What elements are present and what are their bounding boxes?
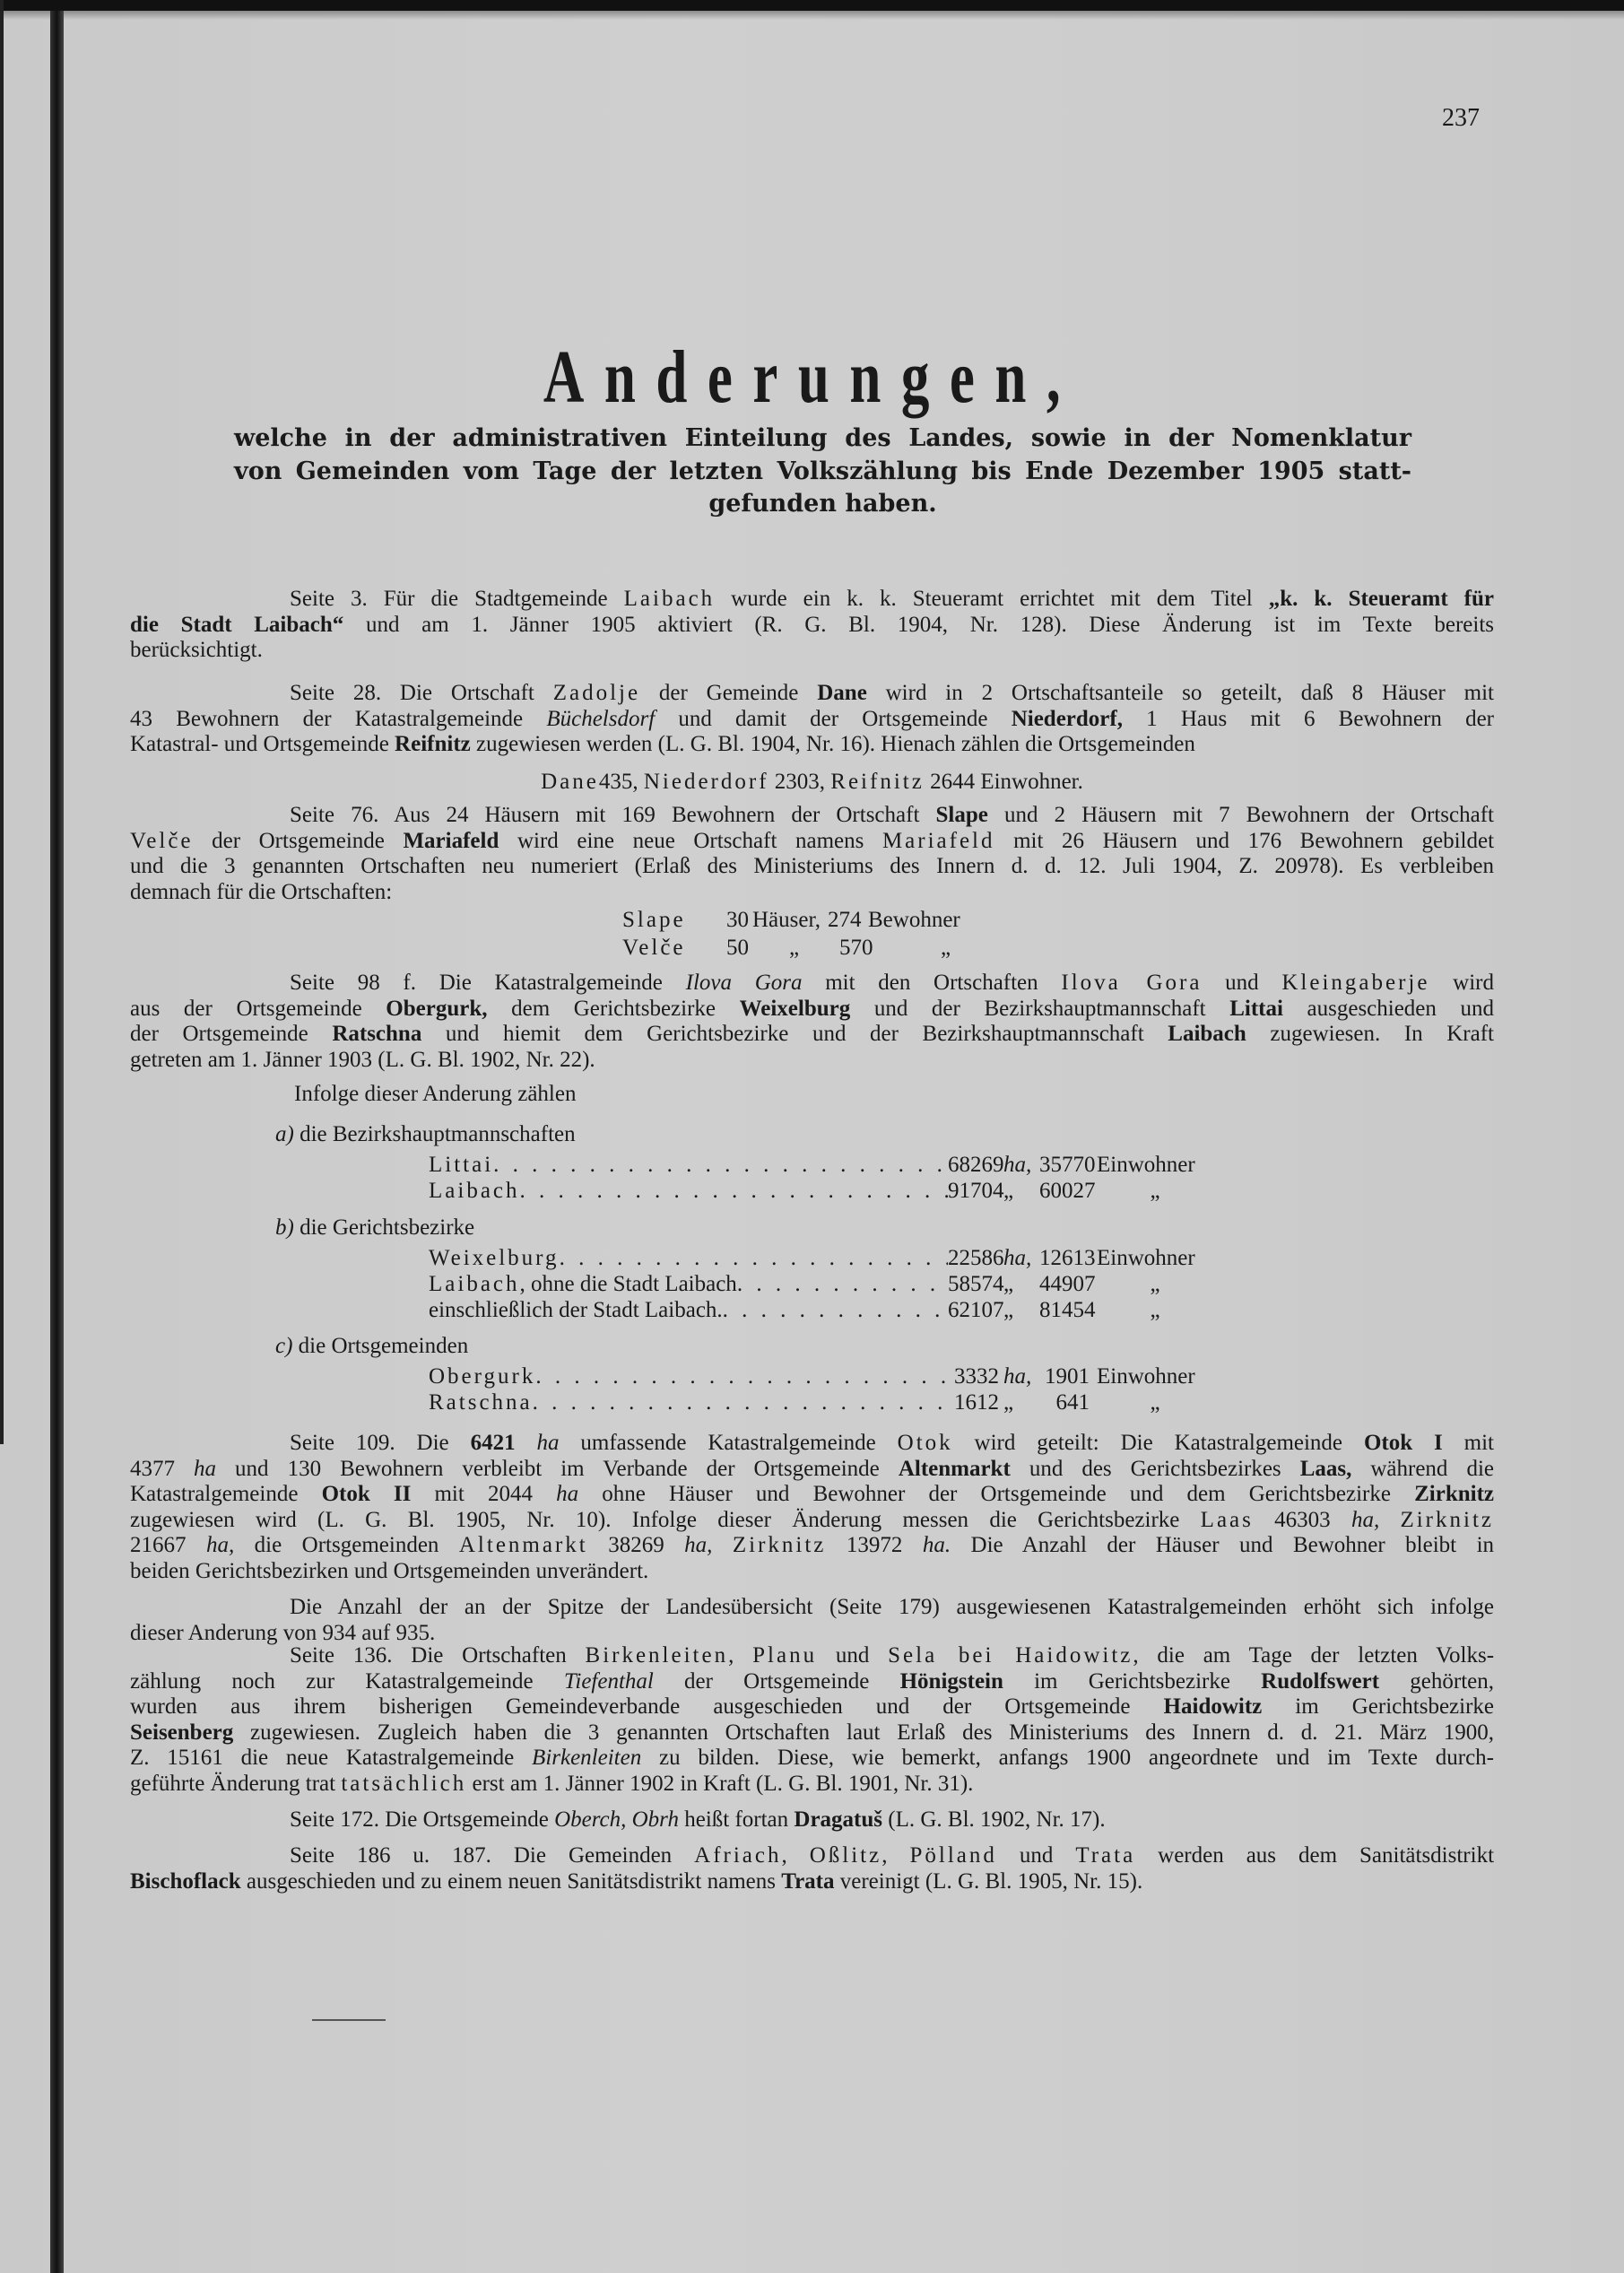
text-run: Seite 186 u. 187. Die Gemeinden — [290, 1843, 695, 1868]
text-run: werden aus dem Sanitätsdistrikt — [1135, 1843, 1495, 1868]
spaced-text: Kleingaberje — [1281, 971, 1430, 995]
text-run: berücksichtigt. — [130, 638, 263, 662]
spaced-text: Planu — [752, 1643, 818, 1668]
scan-left-edge — [0, 0, 4, 1444]
text-run: getreten am 1. Jänner 1903 (L. G. Bl. 1902, Nr. 22). — [130, 1047, 595, 1072]
list-heading — [294, 1082, 576, 1108]
italic-text: Birkenleiten — [532, 1746, 642, 1770]
text-run: mit 26 Häusern und 176 Bewohnern gebildet — [994, 828, 1495, 853]
text-run: der Ortsgemeinde — [130, 1022, 333, 1046]
text-run: Seite 98 f. Die Katastralgemeinde — [290, 971, 686, 995]
text-run: Infolge dieser Anderung zählen — [294, 1082, 577, 1106]
spaced-text: Altenmarkt — [458, 1533, 588, 1557]
area-value: 3332 — [954, 1364, 999, 1389]
text-run: wird — [1429, 971, 1495, 995]
locality-row — [622, 936, 1160, 961]
area-value: 58574 — [948, 1272, 1004, 1296]
scan-top-border — [0, 0, 1624, 11]
italic-text: Tiefenthal — [563, 1668, 654, 1694]
row-name — [429, 1298, 948, 1323]
text-run: demnach für die Ortschaften: — [130, 879, 393, 904]
text-run: , — [728, 1643, 753, 1668]
bold-text: Haidowitz — [1163, 1694, 1263, 1719]
population-summary — [0, 770, 1624, 796]
text-run: und damit der Ortsgemeinde — [655, 706, 1012, 731]
italic-text: ha, — [684, 1533, 713, 1557]
bold-text: Weixelburg — [739, 996, 851, 1021]
population-value: 60027 — [1039, 1179, 1096, 1203]
text-run: der Ortsgemeinde — [193, 828, 404, 853]
locality-name: Velče — [622, 936, 686, 960]
text-run: und 130 Bewohnern verbleibt im Verbande der Ortsgemeinde — [216, 1456, 899, 1481]
spaced-text: Laibach — [623, 587, 716, 611]
text-line — [130, 803, 1494, 829]
bold-text: Rudolfswert — [1261, 1668, 1380, 1694]
paragraph — [130, 1843, 1494, 1894]
text-run: und — [996, 1843, 1076, 1868]
italic-text: ha, — [205, 1533, 235, 1557]
text-run: und die 3 genannten Ortschaften neu numeriert (Erlaß des Ministeriums des Innern d. d. 12. Juli 1904, Z. 20978). Es verbleiben — [130, 854, 1494, 878]
text-run: wird eine neue Ortschaft namens — [499, 828, 882, 853]
population-label: Einwohner — [1097, 1364, 1195, 1389]
bold-text: Laas, — [1299, 1456, 1352, 1481]
spaced-text: Zadolje — [552, 681, 641, 705]
text-run — [516, 1431, 537, 1455]
italic-text: ha — [536, 1431, 560, 1455]
population-value: 641 — [1055, 1390, 1090, 1415]
population-label: Bewohner — [868, 908, 960, 932]
text-run: erst am 1. Jänner 1902 in Kraft (L. G. Bl. 1901, Nr. 31). — [466, 1771, 974, 1796]
text-run: die Gerichtsbezirke — [293, 1215, 475, 1240]
spaced-text: Birkenleiten — [585, 1643, 729, 1668]
spaced-text: Niederdorf — [643, 770, 769, 794]
text-line — [130, 1720, 1494, 1746]
text-run: (L. G. Bl. 1902, Nr. 17). — [882, 1807, 1106, 1832]
table-row — [429, 1153, 1236, 1178]
text-run: 38269 — [587, 1533, 685, 1557]
text-run: Seite 172. Die Ortsgemeinde — [290, 1807, 555, 1832]
italic-text: Ilova Gora — [685, 971, 803, 995]
text-line — [130, 1869, 1494, 1895]
bold-text: Seisenberg — [130, 1720, 234, 1745]
population-label: „ — [1150, 1179, 1160, 1203]
text-run: die Bezirkshauptmannschaften — [293, 1122, 576, 1146]
text-run: beiden Gerichtsbezirken und Ortsgemeinden unverändert. — [130, 1558, 649, 1583]
dot-leader — [493, 1153, 948, 1178]
text-run: 43 Bewohnern der Katastralgemeinde — [130, 706, 547, 731]
text-line — [130, 1022, 1494, 1048]
text-line — [130, 1621, 1494, 1647]
list-heading — [275, 1215, 474, 1241]
bold-text: Dragatuš — [794, 1807, 883, 1832]
text-line — [130, 1595, 1494, 1621]
spaced-text: Trata — [1075, 1843, 1136, 1868]
row-name — [429, 1364, 948, 1389]
area-unit: „ — [1003, 1179, 1014, 1203]
area-value: 62107 — [948, 1298, 1004, 1322]
spaced-text: Afriach — [694, 1843, 782, 1868]
bold-text: „k. k. Steueramt für — [1268, 587, 1494, 611]
bold-text: Niederdorf, — [1011, 706, 1123, 731]
spaced-text: Dane — [541, 770, 599, 794]
bold-text: 6421 — [470, 1431, 516, 1455]
text-line — [130, 613, 1494, 639]
text-run — [712, 1533, 732, 1557]
area-value: 68269 — [948, 1153, 1004, 1177]
table-row — [429, 1246, 1236, 1271]
population-value: 44907 — [1039, 1272, 1096, 1296]
italic-text: ha — [556, 1482, 579, 1506]
text-run: 2303, — [769, 770, 831, 794]
text-run: einschließlich der Stadt Laibach. — [429, 1298, 723, 1322]
area-value: 91704 — [948, 1179, 1004, 1203]
text-run: Seite 28. Die Ortschaft — [290, 681, 553, 705]
bold-text: Mariafeld — [403, 828, 499, 853]
text-run: gehörten, — [1379, 1668, 1494, 1694]
area-unit: ha, — [1003, 1153, 1032, 1177]
text-run: heißt fortan — [678, 1807, 795, 1832]
italic-text: ha — [194, 1456, 217, 1481]
bold-text: Hönigstein — [899, 1668, 1003, 1694]
italic-text: Büchelsdorf — [546, 706, 656, 731]
spaced-text: Laibach — [429, 1179, 520, 1203]
spaced-text: Oßlitz — [809, 1843, 882, 1868]
text-run: ausgeschieden und zu einem neuen Sanitätsdistrikt namens — [240, 1868, 782, 1894]
paragraph — [130, 1595, 1494, 1646]
text-line — [130, 1508, 1494, 1534]
text-run: 21667 — [130, 1533, 206, 1557]
text-line — [130, 1482, 1494, 1508]
text-run: ausgeschieden und — [1282, 996, 1495, 1021]
text-run: die Ortsgemeinden — [292, 1334, 469, 1358]
dot-leader — [723, 1298, 948, 1323]
text-run: Katastralgemeinde — [130, 1482, 322, 1506]
text-line — [130, 1843, 1494, 1869]
text-line — [130, 587, 1494, 613]
text-run: dieser Anderung von 934 auf 935. — [130, 1620, 436, 1645]
bold-text: Laibach — [1168, 1022, 1246, 1046]
paragraph — [130, 803, 1494, 905]
end-rule — [312, 2019, 386, 2021]
italic-text: a) — [275, 1122, 294, 1146]
spaced-text: Littai — [429, 1153, 494, 1177]
text-run: Seite 136. Die Ortschaften — [290, 1643, 586, 1668]
text-run: und hiemit dem Gerichtsbezirke und der Bezirkshauptmannschaft — [421, 1022, 1168, 1046]
text-run: mit — [1442, 1431, 1494, 1455]
population-value: 12613 — [1039, 1246, 1096, 1270]
text-run: , — [881, 1843, 910, 1868]
text-run: geführte Änderung trat — [130, 1771, 342, 1796]
text-line — [130, 854, 1494, 880]
paragraph — [130, 587, 1494, 664]
text-line — [130, 1746, 1494, 1772]
text-run: 4377 — [130, 1456, 195, 1481]
text-run: Z. 15161 die neue Katastralgemeinde — [130, 1746, 533, 1770]
text-run: der Ortsgemeinde — [653, 1668, 900, 1694]
text-run: , ohne die Stadt Laibach — [519, 1272, 737, 1296]
scan-top-shadow — [0, 11, 1624, 20]
text-line — [130, 1643, 1494, 1669]
list-heading — [275, 1122, 576, 1148]
area-unit: „ — [1003, 1272, 1014, 1296]
spaced-text: Otok — [897, 1431, 953, 1455]
spaced-text: Zirknitz — [732, 1533, 827, 1557]
text-run: während die — [1351, 1456, 1494, 1481]
text-run: dem Gerichtsbezirke — [487, 996, 740, 1021]
bold-text: Obergurk, — [386, 996, 488, 1021]
table-row — [429, 1179, 1236, 1204]
text-line — [130, 1048, 1494, 1074]
text-run: zugewiesen werden (L. G. Bl. 1904, Nr. 16). Hienach zählen die Ortsgemeinden — [470, 732, 1195, 756]
italic-text: Oberch, Obrh — [554, 1807, 679, 1832]
list-heading — [275, 1334, 468, 1360]
bold-text: Ratschna — [332, 1022, 422, 1046]
population-value: 81454 — [1039, 1298, 1096, 1322]
text-line — [130, 829, 1494, 855]
row-name — [429, 1272, 948, 1297]
spaced-text: Laas — [1200, 1507, 1254, 1532]
text-line — [130, 1533, 1494, 1559]
bold-text: Slape — [935, 803, 988, 827]
text-line — [130, 1669, 1494, 1695]
text-run: im Gerichtsbezirke — [1003, 1668, 1262, 1694]
text-run: Seite 3. Für die Stadtgemeinde — [290, 587, 624, 611]
bold-text: Otok I — [1363, 1431, 1443, 1455]
text-line — [130, 1772, 1494, 1798]
houses-label: Häuser, — [752, 908, 821, 932]
table-row — [429, 1272, 1236, 1297]
text-run: zu bilden. Diese, wie bemerkt, anfangs 1900 angeordnete und im Texte durch- — [641, 1746, 1495, 1770]
text-run: und des Gerichtsbezirkes — [1010, 1456, 1300, 1481]
text-run: der Gemeinde — [640, 681, 818, 705]
text-run: aus der Ortsgemeinde — [130, 996, 386, 1021]
bold-text: Bischoflack — [130, 1868, 241, 1894]
book-spine-shadow — [50, 11, 64, 2273]
bold-text: Otok II — [321, 1482, 412, 1506]
text-run: ohne Häuser und Bewohner der Ortsgemeinde und dem Gerichtsbezirke — [578, 1482, 1415, 1506]
text-run: zugewiesen wird (L. G. Bl. 1905, Nr. 10). Infolge dieser Änderung messen die Gerichtsbezirke — [130, 1507, 1201, 1532]
population-label: Einwohner — [1097, 1153, 1195, 1177]
spaced-text: Zirknitz — [1400, 1507, 1494, 1532]
text-run: Die Anzahl der an der Spitze der Landesübersicht (Seite 179) ausgewiesenen Katastralgemeinden erhöht sich infolge — [290, 1595, 1494, 1619]
dot-leader — [535, 1364, 948, 1389]
spaced-text: Laibach — [429, 1272, 520, 1296]
text-line — [130, 707, 1494, 733]
paragraph — [130, 1431, 1494, 1584]
table-row — [429, 1298, 1236, 1323]
area-value: 1612 — [954, 1390, 999, 1415]
text-run: Katastral- und Ortsgemeinde — [130, 732, 395, 756]
text-run: zählung noch zur Katastralgemeinde — [130, 1668, 564, 1694]
locality-name: Slape — [622, 908, 686, 932]
population-value: 35770 — [1039, 1153, 1096, 1177]
area-unit: ha, — [1003, 1246, 1032, 1270]
area-unit: „ — [1003, 1390, 1014, 1415]
italic-text: b) — [275, 1215, 294, 1240]
text-run: die Ortsgemeinden — [234, 1533, 459, 1557]
text-line — [130, 1559, 1494, 1585]
houses-count: 30 — [726, 908, 749, 932]
text-line — [130, 1457, 1494, 1483]
text-run — [1379, 1508, 1400, 1532]
row-name — [429, 1246, 948, 1271]
paragraph — [130, 1807, 1494, 1833]
text-run: Seite 109. Die — [290, 1431, 471, 1455]
spaced-text: Ratschna — [429, 1390, 533, 1415]
population-label: „ — [1150, 1390, 1160, 1415]
subtitle-line: welche in der administrativen Einteilung des Landes, sowie in der Nomenklatur — [234, 424, 1411, 452]
spaced-text: Ilova Gora — [1061, 971, 1203, 995]
text-run: und 2 Häusern mit 7 Bewohnern der Ortschaft — [987, 803, 1495, 827]
spaced-text: Weixelburg — [429, 1246, 560, 1270]
text-line — [130, 1431, 1494, 1457]
population-label: „ — [1150, 1272, 1160, 1296]
bold-text: die Stadt Laibach“ — [130, 612, 344, 637]
italic-text: c) — [275, 1334, 293, 1358]
dot-leader — [533, 1390, 948, 1415]
text-line — [130, 681, 1494, 707]
area-unit: ha, — [1003, 1364, 1032, 1389]
spaced-text: tatsächlich — [341, 1771, 467, 1796]
italic-text: ha. — [922, 1533, 951, 1557]
text-line — [130, 997, 1494, 1023]
text-run: 46303 — [1253, 1507, 1351, 1532]
text-run: wurden aus ihrem bisherigen Gemeindeverbande ausgeschieden und der Ortsgemeinde — [130, 1694, 1164, 1719]
spaced-text: Reifnitz — [830, 770, 925, 794]
text-run: und — [817, 1643, 889, 1668]
subtitle-line: von Gemeinden vom Tage der letzten Volkszählung bis Ende Dezember 1905 statt- — [234, 457, 1411, 485]
spaced-text: Mariafeld — [881, 828, 995, 853]
spaced-text: Velče — [130, 828, 194, 853]
population-count: 274 — [828, 908, 862, 932]
spaced-text: Sela bei Haidowitz — [888, 1643, 1133, 1668]
text-run: zugewiesen. In Kraft — [1246, 1022, 1494, 1046]
bold-text: Altenmarkt — [898, 1456, 1011, 1481]
text-run: wurde ein k. k. Steueramt errichtet mit dem Titel — [715, 587, 1269, 611]
row-name — [429, 1179, 948, 1204]
population-label: „ — [1150, 1298, 1160, 1322]
bold-text: Trata — [781, 1868, 835, 1894]
subtitle-line: gefunden haben. — [708, 490, 937, 518]
text-run: und — [1202, 971, 1282, 995]
page-subtitle — [234, 422, 1411, 521]
text-run: wird in 2 Ortschaftsanteile so geteilt, daß 8 Häuser mit — [866, 681, 1494, 705]
bold-text: Zirknitz — [1414, 1482, 1495, 1506]
text-run: 435, — [598, 770, 644, 794]
area-unit: „ — [1003, 1298, 1014, 1322]
text-run: und am 1. Jänner 1905 aktiviert (R. G. Bl. 1904, Nr. 128). Diese Änderung ist im Texte bereits — [343, 612, 1494, 637]
text-run: zugewiesen. Zugleich haben die 3 genannten Ortschaften laut Erlaß des Ministeriums des Innern d. d. 21. März 1900, — [233, 1720, 1494, 1745]
text-run: Die Anzahl der Häuser und Bewohner bleibt in — [951, 1533, 1495, 1557]
text-line — [130, 638, 1494, 664]
text-run: 1 Haus mit 6 Bewohnern der — [1122, 706, 1494, 731]
paragraph — [130, 681, 1494, 758]
text-run: im Gerichtsbezirke — [1262, 1694, 1494, 1719]
text-run: vereinigt (L. G. Bl. 1905, Nr. 15). — [834, 1868, 1143, 1894]
row-name — [429, 1390, 948, 1415]
population-label: „ — [941, 936, 951, 960]
population-count: 570 — [839, 936, 873, 960]
dot-leader — [520, 1179, 948, 1204]
page-title: Anderungen, — [543, 335, 1081, 419]
text-run: 2644 Einwohner. — [924, 770, 1083, 794]
text-run: Seite 76. Aus 24 Häusern mit 169 Bewohnern der Ortschaft — [290, 803, 936, 827]
page-number: 237 — [1442, 104, 1480, 132]
text-run: und der Bezirkshauptmannschaft — [850, 996, 1230, 1021]
text-line — [130, 971, 1494, 997]
text-line — [130, 1807, 1494, 1833]
text-line — [130, 732, 1494, 758]
spaced-text: Obergurk — [429, 1364, 536, 1389]
spaced-text: Pölland — [909, 1843, 997, 1868]
row-name — [429, 1153, 948, 1178]
population-value: 1901 — [1045, 1364, 1090, 1389]
text-run: 13972 — [826, 1533, 923, 1557]
dot-leader — [560, 1246, 948, 1271]
text-line — [130, 880, 1494, 906]
text-line — [130, 1694, 1494, 1720]
locality-row — [622, 908, 1160, 933]
text-run: umfassende Katastralgemeinde — [559, 1431, 898, 1455]
bold-text: Reifnitz — [395, 732, 471, 756]
table-row — [429, 1390, 1236, 1415]
houses-label: „ — [789, 936, 800, 960]
dot-leader — [737, 1272, 948, 1297]
population-label: Einwohner — [1097, 1246, 1195, 1270]
text-run: mit den Ortschaften — [802, 971, 1062, 995]
text-run: wird geteilt: Die Katastralgemeinde — [952, 1431, 1364, 1455]
bold-text: Littai — [1229, 996, 1283, 1021]
paragraph — [130, 1643, 1494, 1797]
italic-text: ha, — [1350, 1507, 1380, 1532]
area-value: 22586 — [948, 1246, 1004, 1270]
text-run: mit 2044 — [411, 1482, 557, 1506]
text-run: , — [781, 1843, 810, 1868]
text-run: , die am Tage der letzten Volks- — [1133, 1643, 1495, 1668]
table-row — [429, 1364, 1236, 1389]
houses-count: 50 — [726, 936, 749, 960]
paragraph — [130, 971, 1494, 1073]
bold-text: Dane — [817, 681, 867, 705]
